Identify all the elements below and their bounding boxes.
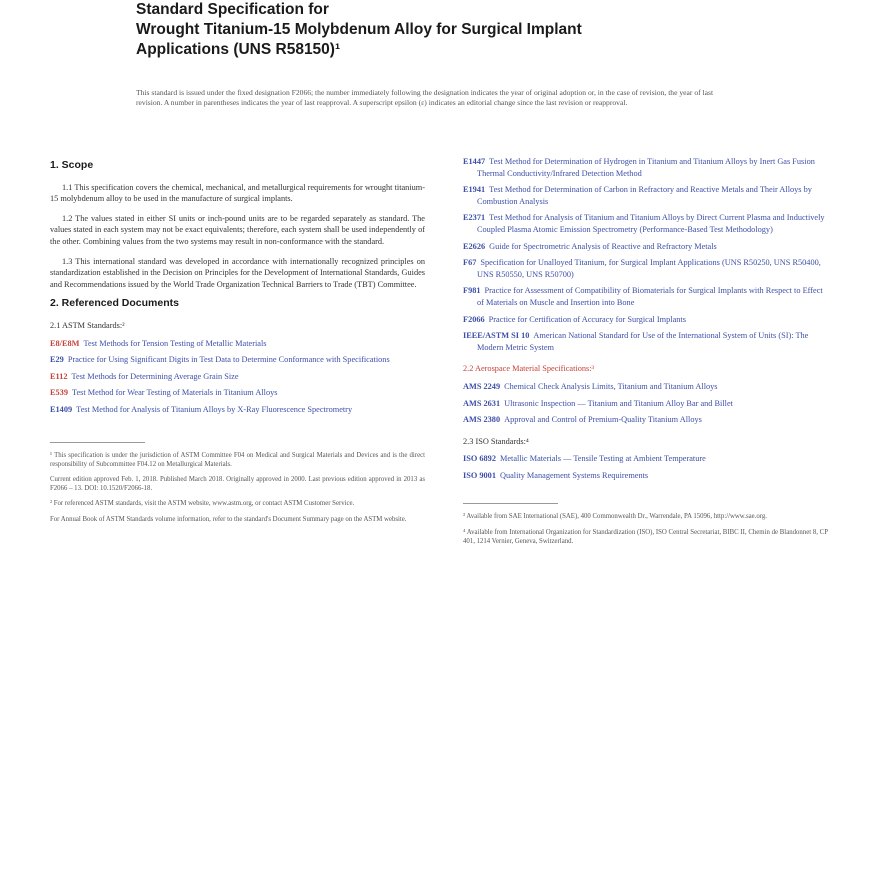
reference-code: F67 xyxy=(463,258,477,268)
reference-item[interactable] xyxy=(463,470,828,482)
reference-item[interactable] xyxy=(463,381,828,393)
footnote-divider xyxy=(463,503,558,504)
reference-code: E2626 xyxy=(463,241,486,251)
scope-paragraph: 1.1 This specification covers the chemical, mechanical, and metallurgical requirements for wrought titanium-15 molybdenum alloy to be used in the manufacture of surgical implants. xyxy=(50,182,425,204)
reference-code: AMS 2631 xyxy=(463,398,501,408)
reference-link[interactable]: Practice for Assessment of Compatibility of Biomaterials for Surgical Implants with Respect to Effect of Materials on Muscle and Insertion into Bone xyxy=(477,286,823,307)
reference-link[interactable]: Test Method for Determination of Hydrogen in Titanium and Titanium Alloys by Inert Gas Fusion Thermal Conductivity/Infrared Detection Method xyxy=(477,157,815,178)
reference-code: IEEE/ASTM SI 10 xyxy=(463,331,530,341)
referenced-documents-heading: 2. Referenced Documents xyxy=(50,297,179,310)
reference-code: E112 xyxy=(50,371,68,381)
reference-item[interactable] xyxy=(463,257,828,280)
reference-item[interactable] xyxy=(50,354,425,366)
reference-link[interactable]: Approval and Control of Premium-Quality Titanium Alloys xyxy=(504,415,702,425)
reference-link[interactable]: Practice for Certification of Accuracy for Surgical Implants xyxy=(488,314,686,324)
footnote: ⁴ Available from International Organization for Standardization (ISO), ISO Central Secretariat, BIBC II, Chemin de Blandonnet 8, CP 401, 1214 Vernier, Geneva, Switzerland. xyxy=(463,528,828,545)
reference-link[interactable]: Test Method for Wear Testing of Materials in Titanium Alloys xyxy=(71,388,278,398)
scope-heading: 1. Scope xyxy=(50,159,94,171)
footnote: For Annual Book of ASTM Standards volume information, refer to the standard's Document Summary page on the ASTM website. xyxy=(50,515,407,523)
reference-link[interactable]: Test Methods for Tension Testing of Metallic Materials xyxy=(83,338,267,348)
footnote: ² For referenced ASTM standards, visit the ASTM website, www.astm.org, or contact ASTM Customer Service. xyxy=(50,500,355,508)
reference-link[interactable]: Guide for Spectrometric Analysis of Reactive and Refractory Metals xyxy=(489,241,717,251)
scope-paragraph: 1.2 The values stated in either SI units or inch-pound units are to be regarded separately as standard. The values stated in each system may not be exact equivalents; therefore, each system shall be used independently of the other. Combining values from the two systems may result in non-conformance with the standard. xyxy=(50,213,425,246)
reference-item[interactable] xyxy=(463,241,828,253)
reference-code: F981 xyxy=(463,286,481,296)
reference-link[interactable]: Metallic Materials — Tensile Testing at Ambient Temperature xyxy=(499,454,706,464)
reference-code: E8/E8M xyxy=(50,338,80,348)
reference-item[interactable] xyxy=(463,398,828,410)
reference-item[interactable] xyxy=(463,314,828,326)
footnote: ³ Available from SAE International (SAE), 400 Commonwealth Dr., Warrendale, PA 15096, http://www.sae.org. xyxy=(463,513,767,521)
iso-standards-label: 2.3 ISO Standards:⁴ xyxy=(463,436,529,446)
footnote-divider xyxy=(50,442,145,443)
left-column xyxy=(50,156,425,530)
reference-code: F2066 xyxy=(463,314,485,324)
right-column xyxy=(463,156,828,552)
footnote: ¹ This specification is under the jurisdiction of ASTM Committee F04 on Medical and Surgical Materials and Devices and is the direct responsibility of Subcommittee F04.12 on Metallurgical Materials. xyxy=(50,451,425,468)
reference-item[interactable] xyxy=(463,330,828,353)
reference-item[interactable] xyxy=(463,156,828,179)
reference-code: E1447 xyxy=(463,157,486,166)
title-line-2: Wrought Titanium-15 Molybdenum Alloy for Surgical Implant xyxy=(136,21,582,38)
reference-link[interactable]: Test Method for Analysis of Titanium Alloys by X-Ray Fluorescence Spectrometry xyxy=(76,404,353,414)
reference-code: E2371 xyxy=(463,213,486,223)
footnote: Current edition approved Feb. 1, 2018. Published March 2018. Originally approved in 2000. Last previous edition approved in 2013 as F2066 – 13. DOI: 10.1520/F2066-18. xyxy=(50,475,425,493)
scope-paragraph: 1.3 This international standard was developed in accordance with internationally recognized principles on standardization established in the Decision on Principles for the Development of International Standards, Guides and Recommendations issued by the World Trade Organization Technical Barriers to Trade (TBT) Committee. xyxy=(50,256,425,289)
title-line-3: Applications (UNS R58150)¹ xyxy=(136,41,341,58)
reference-link[interactable]: American National Standard for Use of the International System of Units (SI): The Modern Metric System xyxy=(477,331,809,352)
reference-code: E29 xyxy=(50,355,64,365)
reference-link[interactable]: Test Methods for Determining Average Grain Size xyxy=(71,371,239,381)
title-line-1: Standard Specification for xyxy=(136,1,329,18)
reference-code: E539 xyxy=(50,388,68,398)
reference-code: AMS 2249 xyxy=(463,381,501,391)
reference-item[interactable] xyxy=(50,338,425,350)
reference-link[interactable]: Practice for Using Significant Digits in Test Data to Determine Conformance with Specifications xyxy=(67,355,390,365)
reference-code: E1409 xyxy=(50,404,73,414)
reference-item[interactable] xyxy=(463,414,828,426)
designation-note: This standard is issued under the fixed designation F2066; the number immediately following the designation indicates the year of original adoption or, in the case of revision, the year of last revision. A number in parentheses indicates the year of last reapproval. A superscript epsilon (ε) indicates an editorial change since the last revision or reapproval. xyxy=(136,88,714,108)
reference-item[interactable] xyxy=(50,404,425,416)
reference-item[interactable] xyxy=(50,387,425,399)
reference-item[interactable] xyxy=(50,371,425,383)
reference-item[interactable] xyxy=(463,285,828,308)
reference-code: AMS 2380 xyxy=(463,415,501,425)
reference-code: E1941 xyxy=(463,185,486,195)
aerospace-specs-label: 2.2 Aerospace Material Specifications:³ xyxy=(463,364,595,374)
reference-link[interactable]: Specification for Unalloyed Titanium, for Surgical Implant Applications (UNS R50250, UNS R50400, UNS R50550, UNS R50700) xyxy=(477,258,821,279)
reference-item[interactable] xyxy=(463,453,828,465)
reference-link[interactable]: Test Method for Determination of Carbon in Refractory and Reactive Metals and Their Alloys by Combustion Analysis xyxy=(477,185,812,206)
reference-item[interactable] xyxy=(463,212,828,235)
document-title xyxy=(136,0,776,60)
reference-item[interactable] xyxy=(463,184,828,207)
reference-link[interactable]: Chemical Check Analysis Limits, Titanium and Titanium Alloys xyxy=(504,381,718,391)
reference-link[interactable]: Quality Management Systems Requirements xyxy=(499,470,649,480)
reference-link[interactable]: Test Method for Analysis of Titanium and Titanium Alloys by Direct Current Plasma and Inductively Coupled Plasma Atomic Emission Spectrometry (Performance-Based Test Methodology) xyxy=(477,213,825,234)
astm-standards-label: 2.1 ASTM Standards:² xyxy=(50,320,125,330)
reference-code: ISO 6892 xyxy=(463,454,496,464)
reference-code: ISO 9001 xyxy=(463,470,496,480)
reference-link[interactable]: Ultrasonic Inspection — Titanium and Titanium Alloy Bar and Billet xyxy=(504,398,733,408)
